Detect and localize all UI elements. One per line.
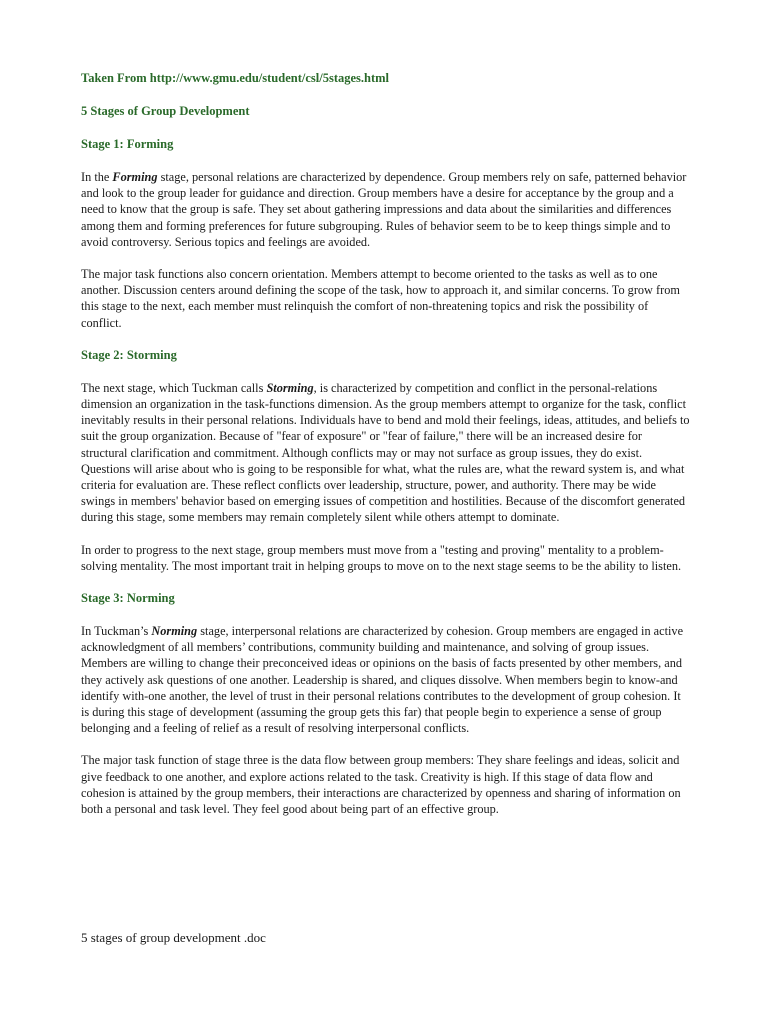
stage-1-paragraph-2: The major task functions also concern orientation. Members attempt to become oriented to the tasks as well as to one another. Discussion centers around defining the scope of the task, how to approach it, and similar concerns. To grow from this stage to the next, each member must relinquish the comfort of non-threatening topics and risk the possibility of conflict. — [81, 267, 680, 330]
stage-2-paragraph-2: In order to progress to the next stage, group members must move from a "testing and proving" mentality to a problem-solving mentality. The most important trait in helping groups to move on to the next stage seems to be the ability to listen. — [81, 542, 682, 573]
stage-2-heading: Stage 2: Storming — [81, 347, 177, 362]
stage-1-heading: Stage 1: Forming — [81, 137, 174, 151]
stage-2-term: Storming — [266, 380, 314, 395]
stage-2-p1-post: , is characterized by competition and conflict in the personal-relations dimension an organization in the task-functions dimension. As the group members attempt to organize for the task, conflict inevitably results in their personal relations. Individuals have to bend and mold their feelings, ideas, attitudes, and beliefs to suit the group organization. Because of "fear of exposure" or "fear of failure," there will be an increased desire for structural clarification and commitment. Although conflicts may or may not surface as group issues, they do exist. Questions will arise about who is going to be responsible for what, what the rules are, what the reward system is, and what criteria for evaluation are. These reflect conflicts over leadership, structure, power, and authority. There may be wide swings in members' behavior based on emerging issues of competition and hostilities. Because of the discomfort generated during this stage, some members may remain completely silent while others attempt to dominate. — [81, 380, 690, 525]
stage-3-heading: Stage 3: Norming — [81, 591, 175, 606]
stage-3-p1-pre: In Tuckman’s — [81, 624, 152, 639]
source-line: Taken From http://www.gmu.edu/student/csl/5stages.html — [81, 71, 390, 85]
stage-3-paragraph-2: The major task function of stage three is the data flow between group members: They share feelings and ideas, solicit and give feedback to one another, and explore actions related to the task. Creativity is high. If this stage of data flow and cohesion is attained by the group members, their interactions are characterized by openness and sharing of information on both a personal and task level. They feel good about being part of an effective group. — [81, 753, 681, 817]
stage-1-p1-post: stage, personal relations are characterized by dependence. Group members rely on safe, patterned behavior and look to the group leader for guidance and direction. Group members have a desire for acceptance by the group and a need to know that the group is safe. They set about gathering impressions and data about the similarities and differences among them and forming preferences for future subgrouping. Rules of behavior seem to be to keep things simple and to avoid controversy. Serious topics and feelings are avoided. — [81, 170, 687, 249]
stage-2-p1-pre: The next stage, which Tuckman calls — [81, 380, 267, 395]
stage-1-term: Forming — [112, 170, 158, 184]
stage-3-paragraph-1 — [81, 623, 690, 736]
stage-2-paragraph-1 — [81, 380, 690, 526]
document-footer: 5 stages of group development .doc — [81, 930, 266, 945]
stage-1-p1-pre: In the — [81, 170, 113, 184]
stage-3-term: Norming — [151, 624, 198, 639]
document-title: 5 Stages of Group Development — [81, 104, 250, 118]
stage-3-p1-post: stage, interpersonal relations are characterized by cohesion. Group members are engaged in active acknowledgment of all members’ contributions, community building and maintenance, and solving of group issues. Members are willing to change their preconceived ideas or opinions on the basis of facts presented by other members, and they actively ask questions of one another. Leadership is shared, and cliques dissolve. When members begin to know-and identify with-one another, the level of trust in their personal relations contributes to the development of group cohesion. It is during this stage of development (assuming the group gets this far) that people begin to experience a sense of group belonging and a feeling of relief as a result of resolving interpersonal conflicts. — [81, 624, 684, 736]
stage-1-paragraph-1 — [81, 169, 690, 250]
